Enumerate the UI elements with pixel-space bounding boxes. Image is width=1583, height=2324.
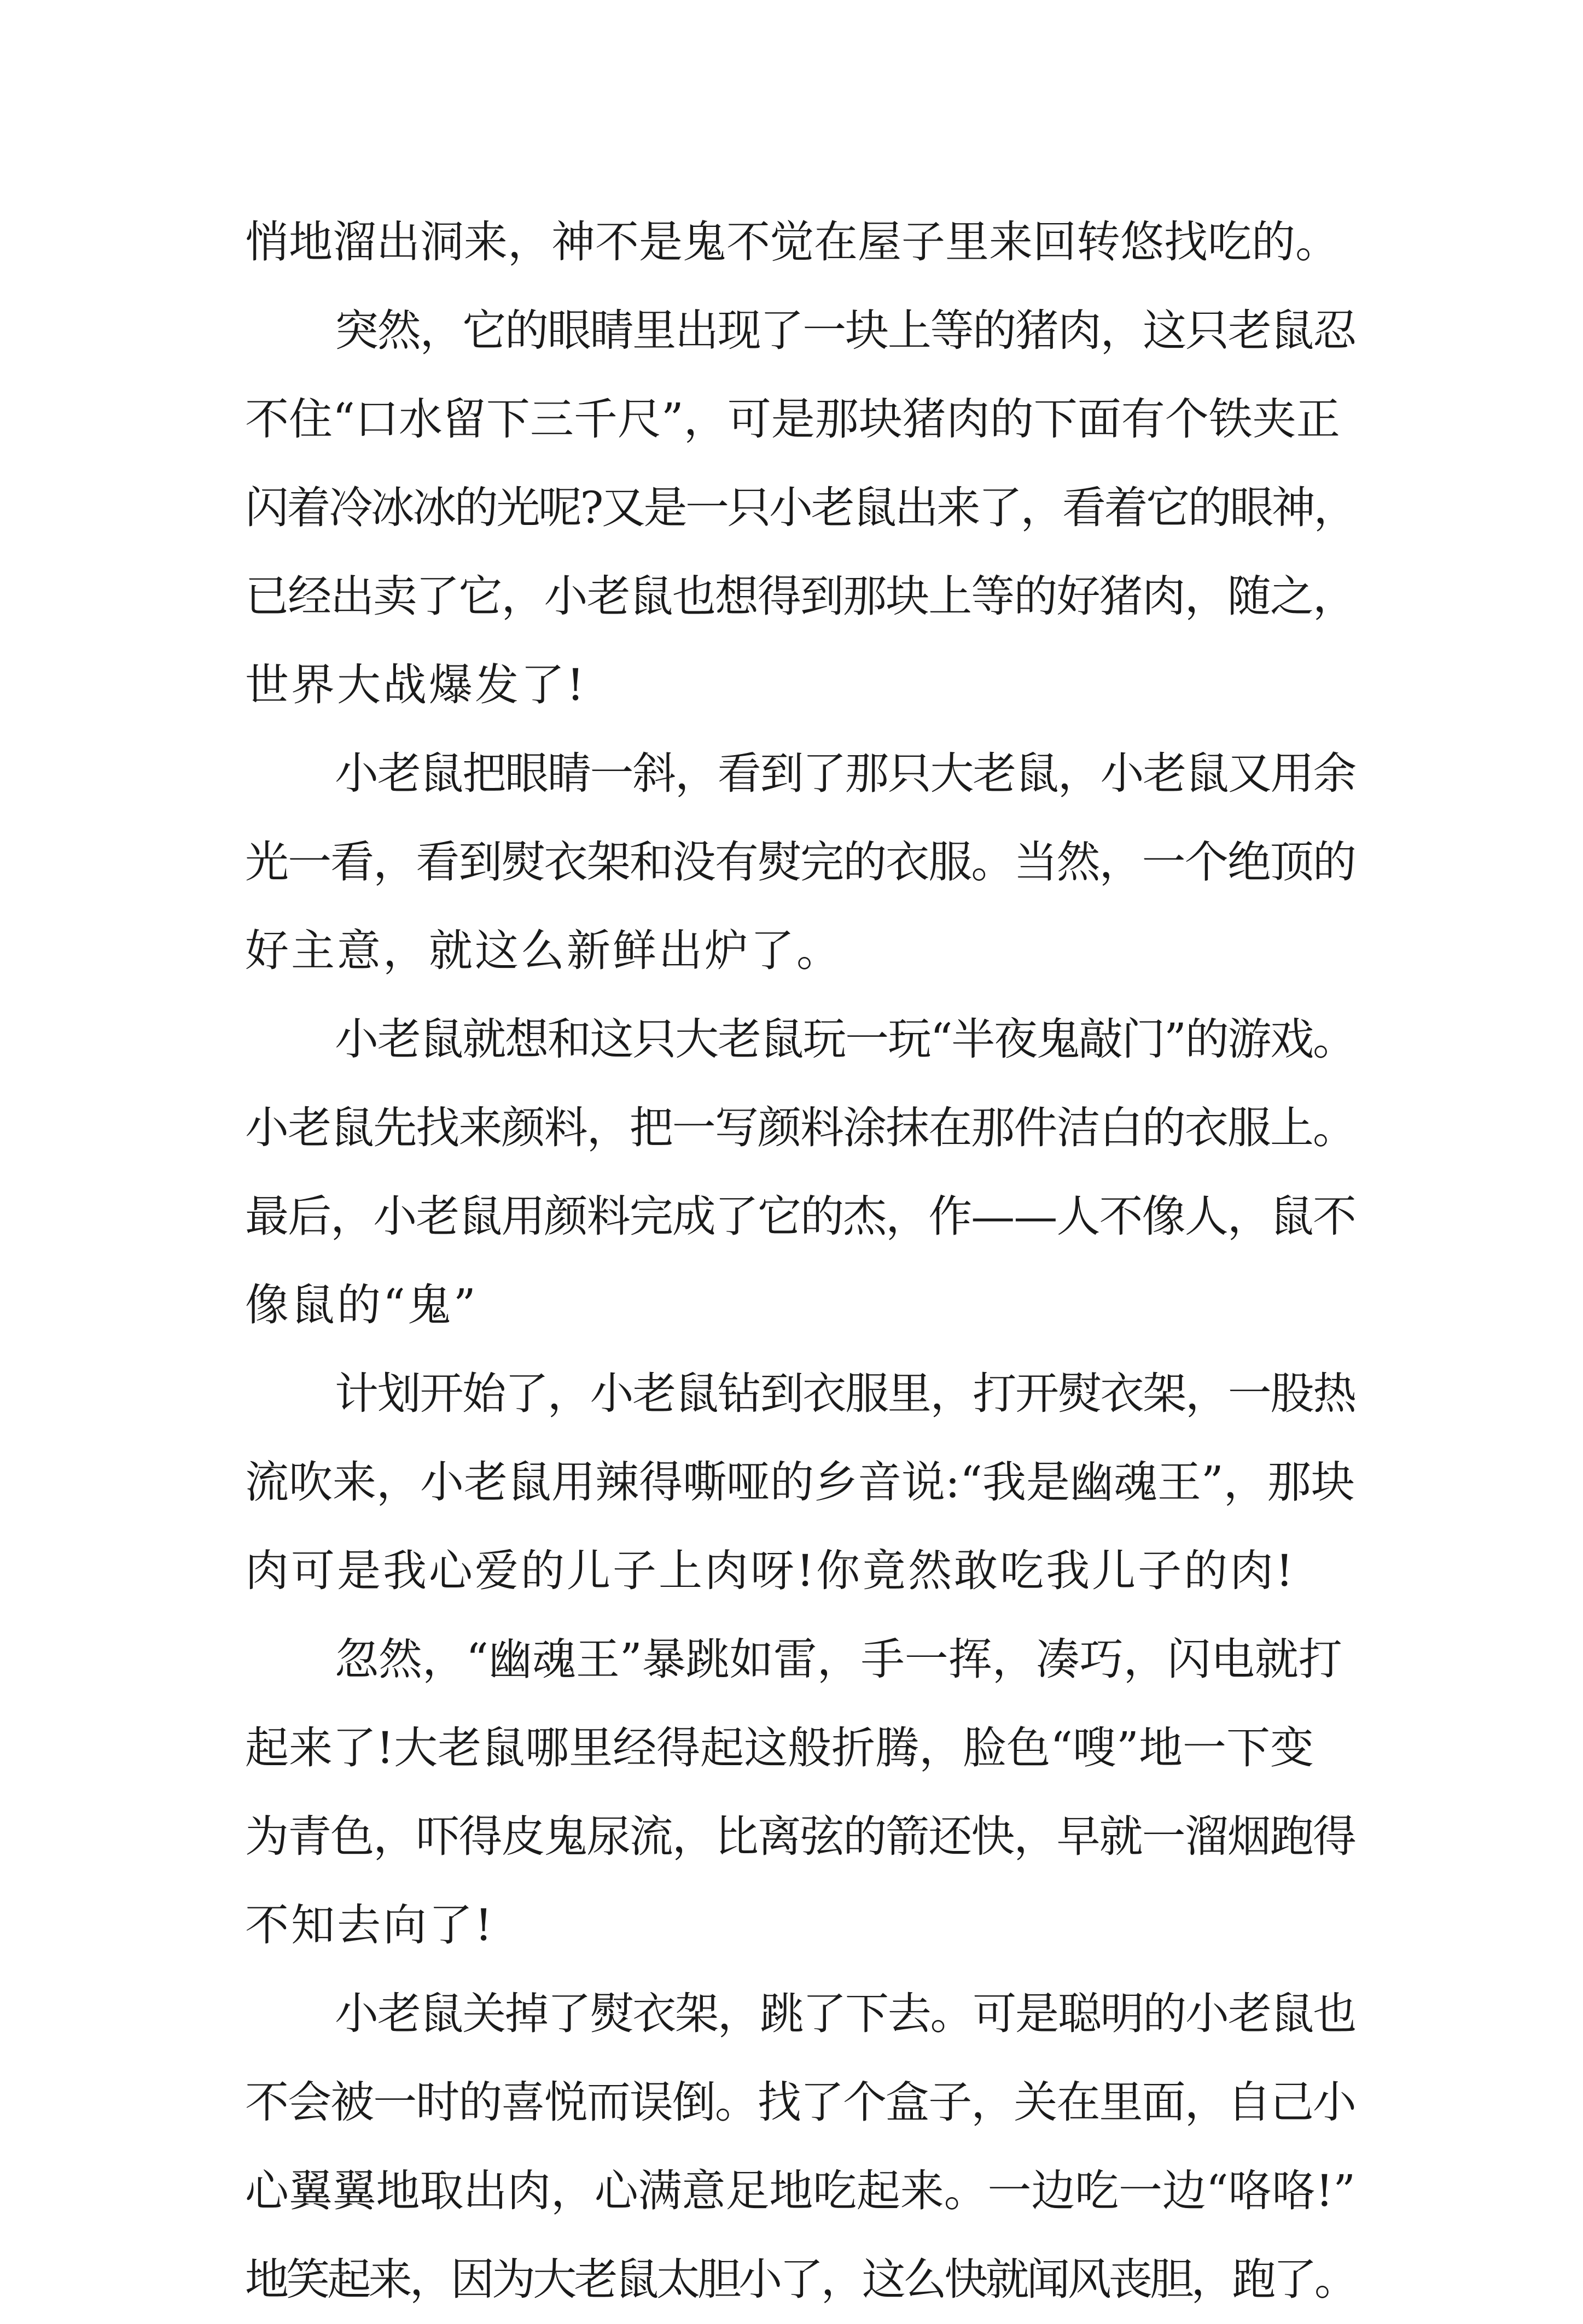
paragraph — [245, 1970, 1355, 2324]
text-line: 计划开始了，小老鼠钻到衣服里，打开熨衣架，一股热 — [335, 1368, 1355, 1419]
text-line: 好主意，就这么新鲜出炉了。 — [245, 925, 842, 976]
paragraph — [245, 1350, 1355, 1615]
text-line: 悄地溜出洞来，神不是鬼不觉在屋子里来回转悠找吃的。 — [245, 217, 1339, 267]
text-line: 不知去向了! — [245, 1900, 495, 1951]
text-line: 流吹来，小老鼠用辣得嘶哑的乡音说:“我是幽魂王”，那块 — [245, 1457, 1355, 1508]
text-line: 世界大战爆发了! — [245, 659, 587, 710]
text-line: 不会被一时的喜悦而误倒。找了个盒子，关在里面，自己小 — [245, 2077, 1355, 2128]
text-line: 地笑起来，因为大老鼠太胆小了，这么快就闻风丧胆，跑了。 — [245, 2254, 1355, 2305]
text-line: 像鼠的“鬼” — [245, 1280, 478, 1330]
text-line: 已经出卖了它，小老鼠也想得到那块上等的好猪肉，随之， — [245, 571, 1355, 622]
text-line: 小老鼠关掉了熨衣架，跳了下去。可是聪明的小老鼠也 — [335, 1988, 1355, 2039]
text-column — [245, 198, 1355, 2324]
text-line: 心翼翼地取出肉，心满意足地吃起来。一边吃一边“咯咯!” — [245, 2165, 1355, 2216]
text-line: 不住“口水留下三千尺”，可是那块猪肉的下面有个铁夹正 — [245, 394, 1340, 445]
text-line: 小老鼠就想和这只大老鼠玩一玩“半夜鬼敲门”的游戏。 — [335, 1014, 1355, 1065]
paragraph — [245, 995, 1355, 1350]
text-line: 小老鼠先找来颜料，把一写颜料涂抹在那件洁白的衣服上。 — [245, 1102, 1355, 1153]
paragraph — [245, 198, 1355, 287]
text-line: 小老鼠把眼睛一斜，看到了那只大老鼠，小老鼠又用余 — [335, 748, 1355, 799]
text-line: 突然，它的眼睛里出现了一块上等的猪肉，这只老鼠忍 — [335, 305, 1355, 356]
text-line: 光一看，看到熨衣架和没有熨完的衣服。当然，一个绝顶的 — [245, 837, 1355, 887]
text-line: 闪着冷冰冰的光呢?又是一只小老鼠出来了，看着它的眼神， — [245, 482, 1355, 533]
text-line: 肉可是我心爱的儿子上肉呀!你竟然敢吃我儿子的肉! — [245, 1545, 1296, 1596]
text-line: 起来了!大老鼠哪里经得起这般折腾，脸色“嗖”地一下变 — [245, 1722, 1314, 1773]
paragraph — [245, 1615, 1355, 1970]
text-line: 忽然，“幽魂王”暴跳如雷，手一挥，凑巧，闪电就打 — [335, 1634, 1342, 1685]
paragraph — [245, 287, 1355, 729]
paragraph — [245, 729, 1355, 995]
text-line: 最后，小老鼠用颜料完成了它的杰，作——人不像人，鼠不 — [245, 1191, 1355, 1242]
text-line: 为青色，吓得皮鬼尿流，比离弦的箭还快，早就一溜烟跑得 — [245, 1811, 1355, 1862]
